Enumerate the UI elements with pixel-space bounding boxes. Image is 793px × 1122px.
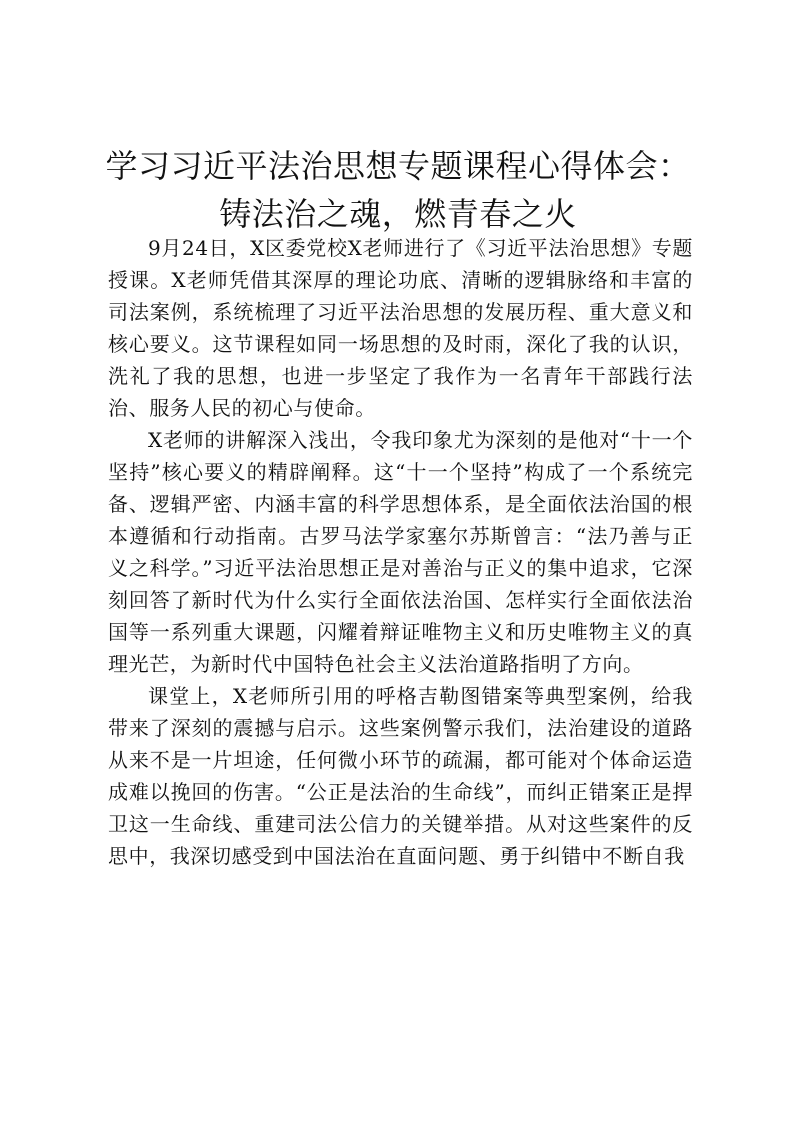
paragraph-3: 课堂上，X老师所引用的呼格吉勒图错案等典型案例，给我带来了深刻的震撼与启示。这些案例警示我们，法治建设的道路从来不是一片坦途，任何微小环节的疏漏，都可能对个体命运造成难以挽回的伤害。“公正是法治的生命线”，而纠正错案正是捍卫这一生命线、重建司法公信力的关键举措。从对这些案件的反思中，我深切感受到中国法治在直面问题、勇于纠错中不断自我: [108, 684, 693, 868]
document-body: [108, 232, 693, 872]
paragraph-2: X老师的讲解深入浅出，令我印象尤为深刻的是他对“十一个坚持”核心要义的精辟阐释。这“十一个坚持”构成了一个系统完备、逻辑严密、内涵丰富的科学思想体系，是全面依法治国的根本遵循和行动指南。古罗马法学家塞尔苏斯曾言：“法乃善与正义之科学。”习近平法治思想正是对善治与正义的集中追求，它深刻回答了新时代为什么实行全面依法治国、怎样实行全面依法治国等一系列重大课题，闪耀着辩证唯物主义和历史唯物主义的真理光芒，为新时代中国特色社会主义法治道路指明了方向。: [108, 428, 693, 676]
document-title: 学习习近平法治思想专题课程心得体会：铸法治之魂，燃青春之火: [105, 147, 691, 233]
paragraph-1: 9月24日，X区委党校X老师进行了《习近平法治思想》专题授课。X老师凭借其深厚的理论功底、清晰的逻辑脉络和丰富的司法案例，系统梳理了习近平法治思想的发展历程、重大意义和核心要义。这节课程如同一场思想的及时雨，深化了我的认识，洗礼了我的思想，也进一步坚定了我作为一名青年干部践行法治、服务人民的初心与使命。: [108, 236, 693, 420]
